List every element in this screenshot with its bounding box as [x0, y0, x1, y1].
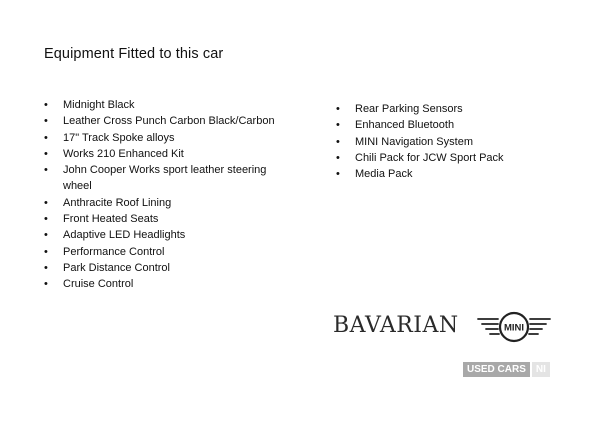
equipment-item — [44, 113, 284, 129]
bullet-icon: • — [44, 147, 48, 160]
equipment-list-right — [336, 101, 556, 182]
bullet-icon: • — [336, 119, 340, 132]
equipment-item — [44, 195, 284, 211]
bullet-icon: • — [44, 278, 48, 291]
equipment-item-label: MINI Navigation System — [355, 135, 473, 148]
bullet-icon: • — [44, 261, 48, 274]
equipment-item-label: Media Pack — [355, 168, 413, 181]
equipment-item-label: Works 210 Enhanced Kit — [63, 147, 184, 160]
region-label: NI — [532, 362, 550, 377]
equipment-item-label: Midnight Black — [63, 99, 135, 111]
equipment-item — [44, 211, 284, 227]
bullet-icon: • — [44, 196, 48, 209]
bullet-icon: • — [336, 168, 340, 181]
bullet-icon: • — [44, 164, 48, 177]
equipment-item — [336, 117, 556, 133]
used-cars-label: USED CARS — [463, 362, 530, 377]
equipment-item-label: Leather Cross Punch Carbon Black/Carbon — [63, 115, 275, 128]
equipment-item-label: Park Distance Control — [63, 261, 170, 274]
equipment-item — [44, 97, 284, 113]
equipment-item — [336, 166, 556, 182]
page-title: Equipment Fitted to this car — [44, 46, 224, 62]
equipment-list-left — [44, 97, 284, 293]
equipment-item — [336, 101, 556, 117]
bullet-icon: • — [44, 229, 48, 242]
equipment-item-label: John Cooper Works sport leather steering wheel — [63, 164, 267, 193]
equipment-item-label: 17" Track Spoke alloys — [63, 131, 175, 144]
mini-wings-logo-icon — [476, 311, 552, 343]
equipment-item — [44, 260, 284, 276]
bullet-icon: • — [336, 151, 340, 164]
equipment-item-label: Front Heated Seats — [63, 213, 159, 226]
equipment-item — [44, 162, 284, 195]
equipment-item-label: Enhanced Bluetooth — [355, 119, 455, 132]
bullet-icon: • — [44, 115, 48, 128]
equipment-item — [44, 227, 284, 243]
bullet-icon: • — [44, 99, 48, 111]
equipment-item — [336, 150, 556, 166]
bullet-icon: • — [336, 135, 340, 148]
equipment-item — [336, 134, 556, 150]
dealer-logo-text: BAVARIAN — [333, 313, 459, 338]
equipment-item — [44, 130, 284, 146]
equipment-item-label: Adaptive LED Headlights — [63, 229, 186, 242]
equipment-item-label: Cruise Control — [63, 278, 134, 291]
used-cars-badge — [463, 362, 550, 377]
equipment-item-label: Chili Pack for JCW Sport Pack — [355, 151, 504, 164]
equipment-item — [44, 276, 284, 292]
equipment-item-label: Rear Parking Sensors — [355, 103, 463, 115]
bullet-icon: • — [336, 103, 340, 115]
equipment-item-label: Anthracite Roof Lining — [63, 196, 172, 209]
bullet-icon: • — [44, 131, 48, 144]
bullet-icon: • — [44, 245, 48, 258]
equipment-item-label: Performance Control — [63, 245, 165, 258]
equipment-item — [44, 244, 284, 260]
mini-logo-text: MINI — [503, 322, 525, 334]
equipment-item — [44, 146, 284, 162]
bullet-icon: • — [44, 213, 48, 226]
